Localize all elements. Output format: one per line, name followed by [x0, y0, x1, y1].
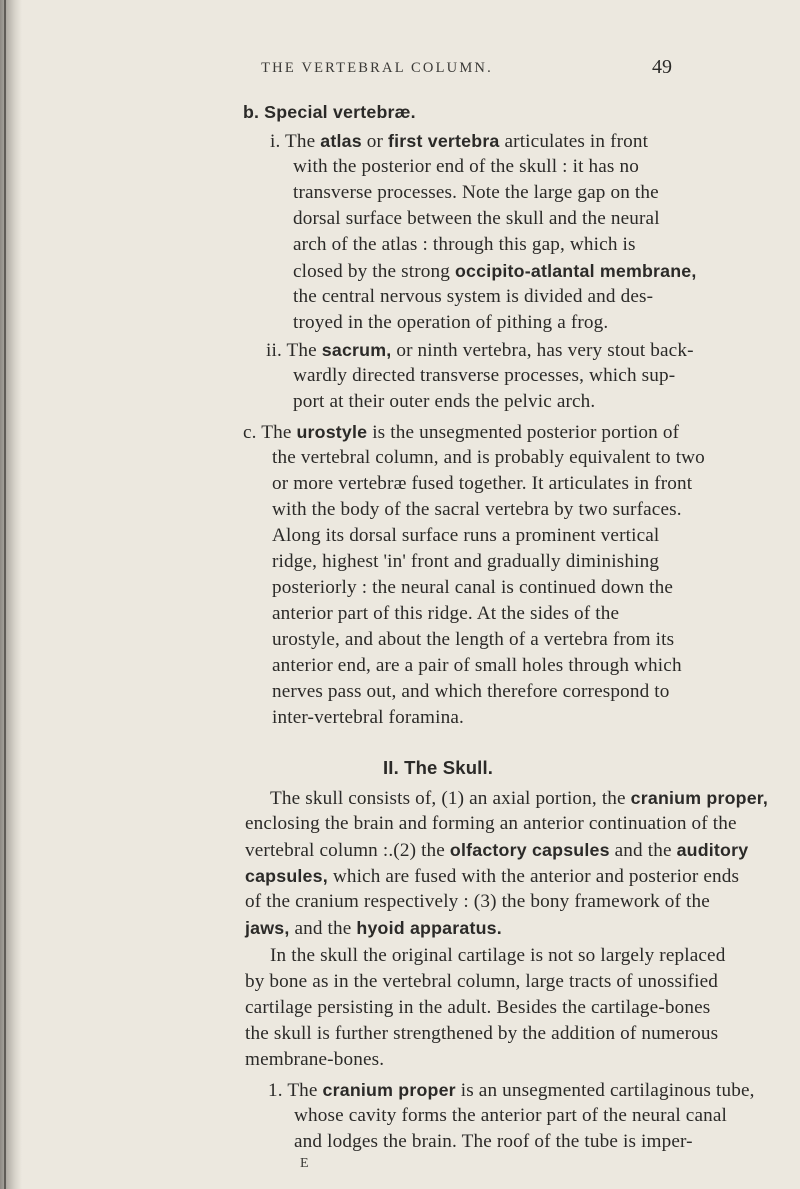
- section-c-line-1: c. The urostyle is the unsegmented posterior portion of: [243, 422, 680, 443]
- section-c-line-3: or more vertebræ fused together. It articulates in front: [272, 473, 693, 494]
- skull-para2-line-2: by bone as in the vertebral column, large tracts of unossified: [245, 971, 719, 992]
- item-i-line-6: closed by the strong occipito-atlantal membrane,: [293, 261, 697, 282]
- skull-item1-line-2: whose cavity forms the anterior part of the neural canal: [294, 1105, 728, 1126]
- skull-para1-line-2: enclosing the brain and forming an anterior continuation of the: [245, 813, 737, 834]
- item-i-line-1: i. The atlas or first vertebra articulates in front: [270, 131, 649, 152]
- section-c-line-2: the vertebral column, and is probably equivalent to two: [272, 447, 705, 468]
- item-i-line-2: with the posterior end of the skull : it has no: [293, 156, 639, 177]
- skull-para1-line-6: jaws, and the hyoid apparatus.: [245, 918, 502, 939]
- section-b-heading: b. Special vertebræ.: [243, 102, 416, 122]
- item-i-line-3: transverse processes. Note the large gap on the: [293, 182, 659, 203]
- page-number: 49: [652, 56, 672, 78]
- skull-para1-line-5: of the cranium respectively : (3) the bony framework of the: [245, 891, 710, 912]
- page-header: [0, 56, 800, 84]
- section-c-line-9: urostyle, and about the length of a vertebra from its: [272, 629, 675, 650]
- skull-para2-line-3: cartilage persisting in the adult. Besides the cartilage-bones: [245, 997, 711, 1018]
- item-ii-line-1: ii. The sacrum, or ninth vertebra, has very stout back-: [266, 340, 694, 361]
- skull-para2-line-4: the skull is further strengthened by the addition of numerous: [245, 1023, 719, 1044]
- skull-para2-line-1: In the skull the original cartilage is not so largely replaced: [270, 945, 726, 966]
- item-i-line-4: dorsal surface between the skull and the neural: [293, 208, 660, 229]
- page-binding-edge: [4, 0, 6, 1189]
- item-ii-line-2: wardly directed transverse processes, which sup-: [293, 365, 676, 386]
- skull-para1-line-4: capsules, which are fused with the anterior and posterior ends: [245, 866, 740, 887]
- section-c-line-7: posteriorly : the neural canal is continued down the: [272, 577, 674, 598]
- running-title: THE VERTEBRAL COLUMN.: [261, 60, 493, 76]
- skull-item1-line-1: 1. The cranium proper is an unsegmented cartilaginous tube,: [268, 1080, 755, 1101]
- section-c-line-5: Along its dorsal surface runs a prominent vertical: [272, 525, 660, 546]
- item-i-line-8: troyed in the operation of pithing a frog.: [293, 312, 609, 333]
- item-ii-line-3: port at their outer ends the pelvic arch.: [293, 391, 596, 412]
- skull-para2-line-5: membrane-bones.: [245, 1049, 385, 1070]
- section-c-line-4: with the body of the sacral vertebra by two surfaces.: [272, 499, 682, 520]
- section-c-line-12: inter-vertebral foramina.: [272, 707, 464, 728]
- skull-item1-line-3: and lodges the brain. The roof of the tube is imper-: [294, 1131, 693, 1152]
- item-i-line-5: arch of the atlas : through this gap, which is: [293, 234, 636, 255]
- item-i-line-7: the central nervous system is divided and des-: [293, 286, 654, 307]
- section-c-line-6: ridge, highest 'in' front and gradually diminishing: [272, 551, 660, 572]
- section-skull-heading: II. The Skull.: [383, 757, 494, 778]
- section-c-line-8: anterior part of this ridge. At the sides of the: [272, 603, 620, 624]
- section-c-line-10: anterior end, are a pair of small holes through which: [272, 655, 682, 676]
- skull-para1-line-3: vertebral column :.(2) the olfactory capsules and the auditory: [245, 840, 749, 861]
- signature-mark: E: [300, 1156, 310, 1171]
- section-c-line-11: nerves pass out, and which therefore correspond to: [272, 681, 670, 702]
- skull-para1-line-1: The skull consists of, (1) an axial portion, the cranium proper,: [270, 788, 769, 809]
